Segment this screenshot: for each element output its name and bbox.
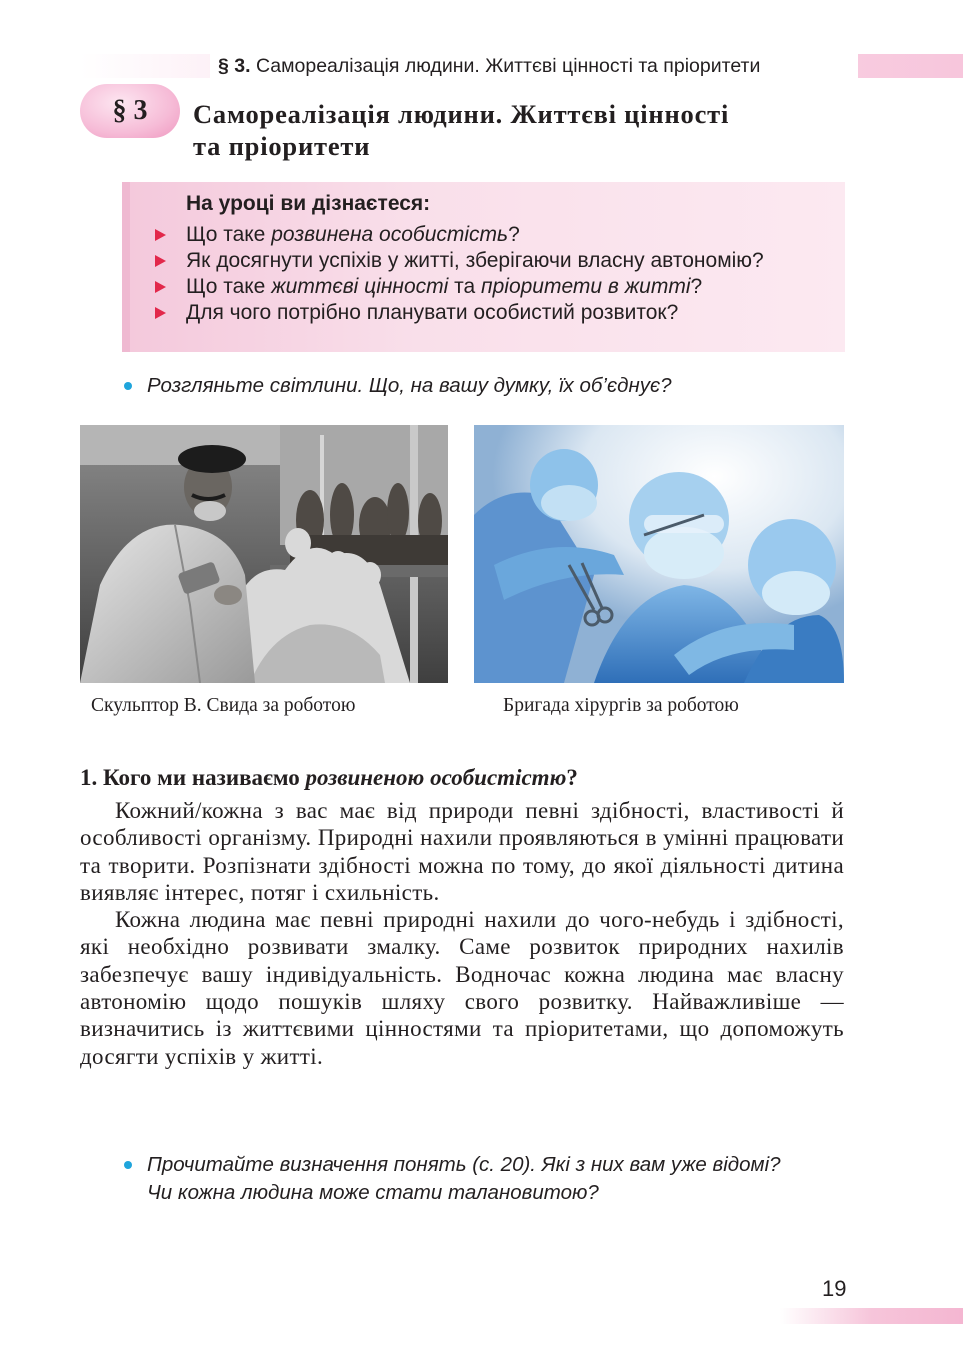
surgeons-photo (474, 425, 844, 683)
footer-band (780, 1308, 963, 1324)
section-badge: § 3 (80, 84, 180, 138)
task-definitions-line2: Чи кожна людина може стати талановитою? (147, 1181, 599, 1204)
lesson-goals-heading: На уроці ви дізнаєтеся: (186, 192, 431, 215)
question-heading: 1. Кого ми називаємо розвиненою особистістю? (80, 765, 578, 790)
task-bullet-icon (124, 1161, 132, 1169)
running-header (210, 53, 858, 79)
arrow-bullet-icon (155, 229, 166, 241)
paragraph: Кожний/кожна з вас має від природи певні здібності, властивості й особливості організму. Природні нахили проявляються в умінні працювати та творити. Розпізнати здібності можна по тому, до якої діяльності дитина виявляє інтерес, потяг і схильність. (80, 798, 844, 905)
task-bullet-icon (124, 382, 132, 390)
running-header-section: § 3. (218, 55, 251, 77)
arrow-bullet-icon (155, 255, 166, 267)
arrow-bullet-icon (155, 281, 166, 293)
section-title-line2: та пріоритети (193, 131, 371, 161)
surgeons-photo-caption: Бригада хірургів за роботою (503, 695, 739, 716)
page-number: 19 (822, 1276, 847, 1301)
body-text (80, 797, 844, 1070)
section-title-line1: Самореалізація людини. Життєві цінності (193, 99, 730, 129)
paragraph: Кожна людина має певні природні нахили до чого-небудь і здібності, які необхідно розвивати змалку. Саме розвиток природних нахилів забезпечує вашу індивідуальність. Водночас кожна людина має власну автономію щодо пошуків шляху свого розвитку. Найважливіше — визначитись із життєвими цінностями та пріоритетами, що допоможуть досягти успіхів у житті. (80, 907, 844, 1069)
task-definitions-line1: Прочитайте визначення понять (с. 20). Які з них вам уже відомі? (147, 1153, 781, 1176)
arrow-bullet-icon (155, 307, 166, 319)
task-photos-question: Розгляньте світлини. Що, на вашу думку, їх об’єднує? (147, 374, 672, 397)
sculptor-photo-caption: Скульптор В. Свида за роботою (91, 695, 356, 716)
section-title (193, 98, 893, 162)
running-header-title: Самореалізація людини. Життєві цінності та пріоритети (255, 55, 761, 77)
sculptor-photo (80, 425, 448, 683)
